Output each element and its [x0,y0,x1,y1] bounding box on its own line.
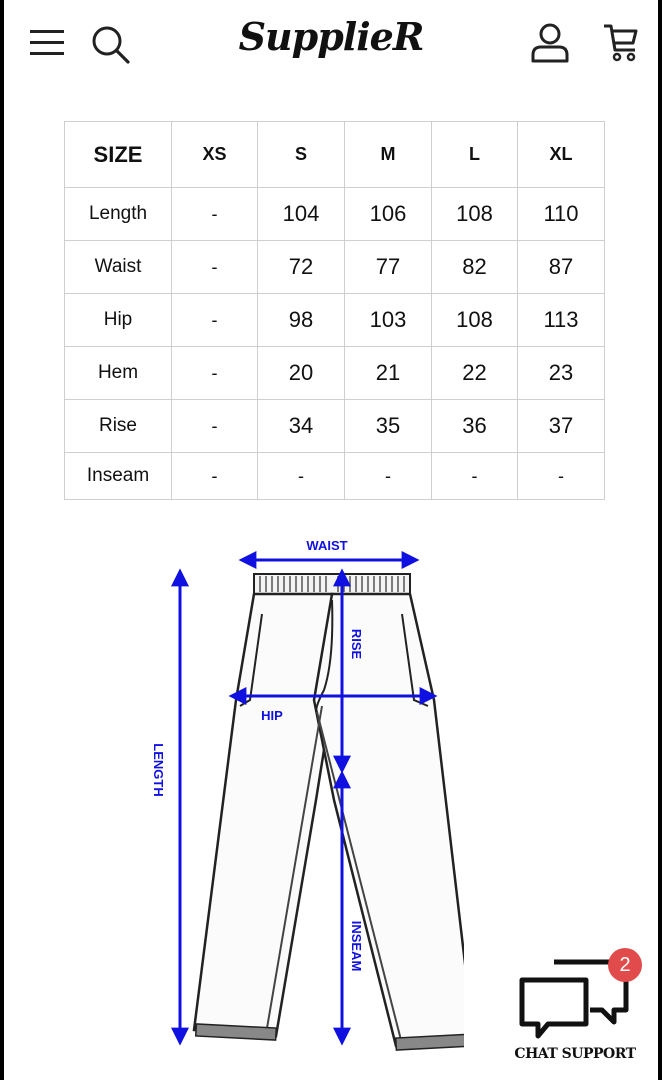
table-cell: 87 [518,241,605,294]
chat-support-label: CHAT SUPPORT [514,1046,636,1062]
hip-label: HIP [261,708,283,723]
table-cell: 21 [345,347,432,400]
table-cell: - [172,294,258,347]
waist-label: WAIST [306,538,348,553]
table-cell: 98 [258,294,345,347]
table-row [65,400,605,453]
size-chart-table [64,121,605,500]
table-cell: 113 [518,294,605,347]
table-cell: 34 [258,400,345,453]
table-cell: 36 [432,400,518,453]
table-cell: - [258,453,345,500]
table-cell: 103 [345,294,432,347]
length-label: LENGTH [151,743,166,797]
row-label: Waist [65,241,172,294]
pants-measurement-diagram [134,530,464,1060]
row-label: Rise [65,400,172,453]
table-row [65,453,605,500]
table-cell: - [518,453,605,500]
row-label: Hem [65,347,172,400]
brand-logo[interactable]: SupplieR [238,14,424,59]
cart-icon[interactable] [602,22,640,69]
table-cell: - [172,453,258,500]
table-header-cell: XL [518,122,605,188]
row-label: Inseam [65,453,172,500]
waistband [254,574,410,594]
table-cell: 20 [258,347,345,400]
account-icon[interactable] [530,22,570,69]
table-cell: 35 [345,400,432,453]
table-header-cell: M [345,122,432,188]
table-cell: - [432,453,518,500]
table-header-cell: SIZE [65,122,172,188]
chat-support-button[interactable] [510,948,640,1068]
table-header-row [65,122,605,188]
row-label: Hip [65,294,172,347]
table-cell: 23 [518,347,605,400]
table-cell: 108 [432,188,518,241]
site-header [4,0,658,88]
table-row [65,241,605,294]
table-cell: - [172,241,258,294]
table-cell: - [345,453,432,500]
row-label: Length [65,188,172,241]
table-cell: 82 [432,241,518,294]
table-cell: 37 [518,400,605,453]
table-cell: 110 [518,188,605,241]
table-cell: 106 [345,188,432,241]
table-row [65,188,605,241]
right-leg [314,594,464,1046]
table-header-cell: L [432,122,518,188]
table-cell: - [172,400,258,453]
table-cell: 72 [258,241,345,294]
table-cell: 77 [345,241,432,294]
rise-label: RISE [349,628,364,660]
table-row [65,347,605,400]
table-cell: 108 [432,294,518,347]
table-cell: 22 [432,347,518,400]
inseam-label: INSEAM [349,920,364,972]
table-cell: - [172,188,258,241]
table-row [65,294,605,347]
notification-badge: 2 [608,948,642,982]
table-header-cell: S [258,122,345,188]
table-header-cell: XS [172,122,258,188]
left-leg [194,594,332,1036]
table-cell: 104 [258,188,345,241]
table-cell: - [172,347,258,400]
